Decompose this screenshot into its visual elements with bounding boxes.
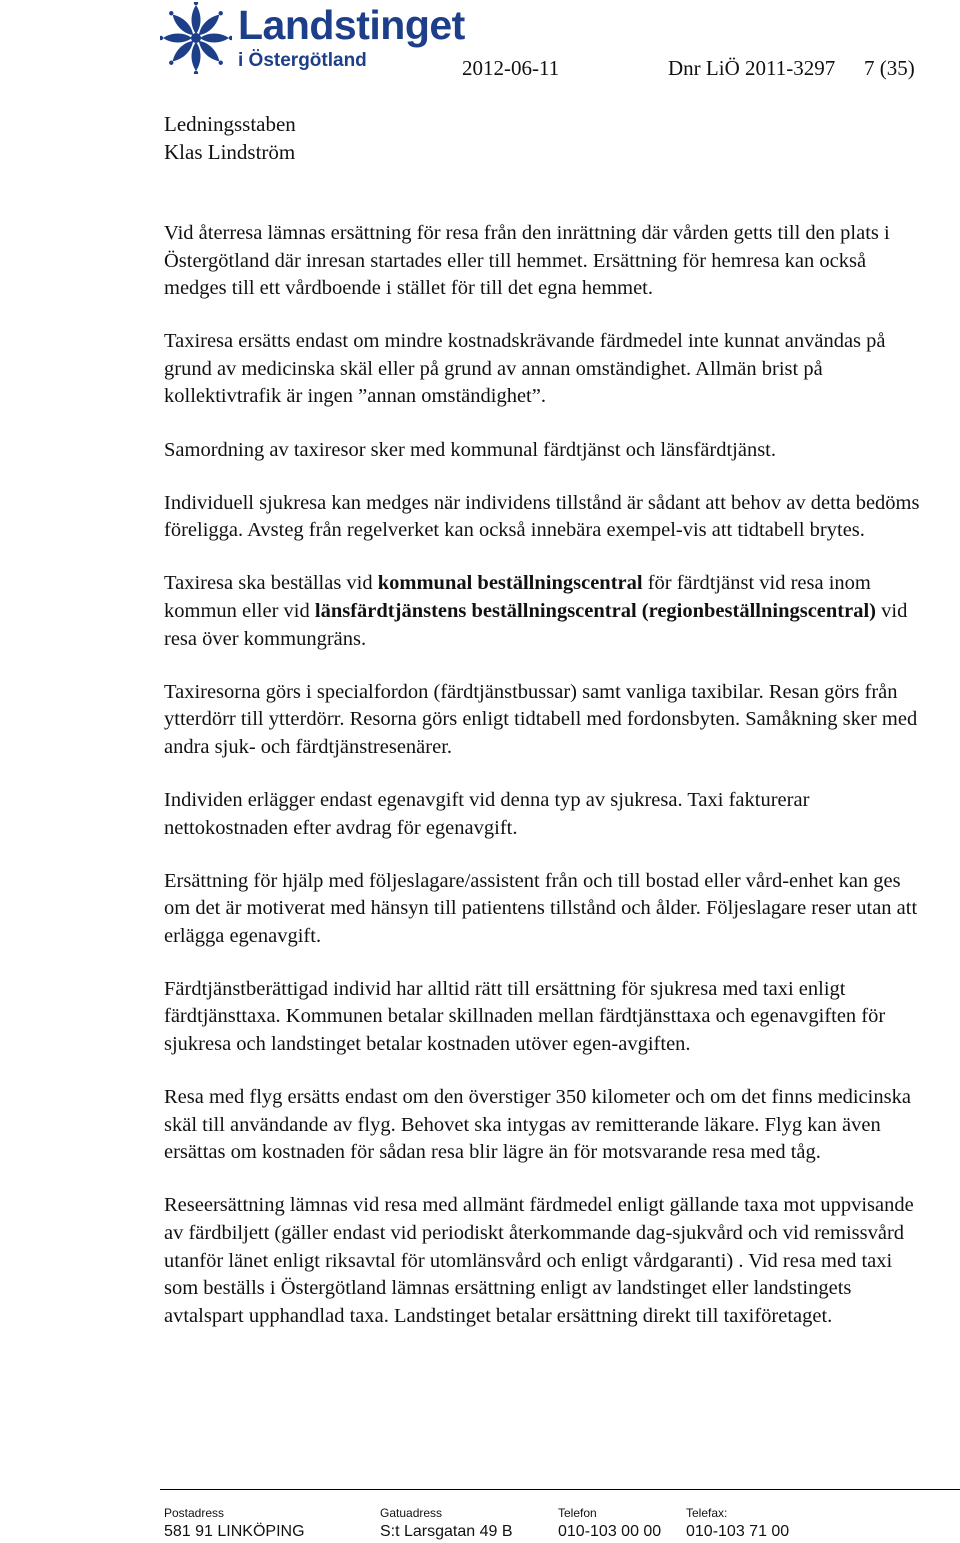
paragraph-text: vid resa över kommungräns.	[164, 599, 908, 650]
paragraph-text: Individen erlägger endast egenavgift vid denna typ av sjukresa. Taxi fakturerar nettokostnaden efter avdrag för egenavgift.	[164, 788, 810, 839]
paragraph-text: Taxiresa ersätts endast om mindre kostnadskrävande färdmedel inte kunnat användas på grund av medicinska skäl eller på grund av annan omständighet. Allmän brist på kollektivtrafik är ingen ”annan omständighet”.	[164, 330, 886, 408]
body-paragraph	[164, 328, 924, 411]
body-paragraph	[164, 1084, 924, 1167]
organization-logo	[160, 2, 465, 78]
paragraph-text: Taxiresa ska beställas vid	[164, 572, 378, 595]
footer-divider	[160, 1489, 960, 1490]
footer-telefax-value: 010-103 71 00	[686, 1523, 790, 1540]
paragraph-text: Vid återresa lämnas ersättning för resa från den inrättning där vården getts till den plats i Östergötland där inresan startades eller till hemmet. Ersättning för hemresa kan också medges till ett vårdboende i stället för till det egna hemmet.	[164, 222, 890, 300]
page-number: 7 (35)	[864, 56, 915, 80]
document-date: 2012-06-11	[462, 56, 560, 80]
paragraph-text: Individuell sjukresa kan medges när individens tillstånd är sådant att behov av detta bedöms föreligga. Avsteg från regelverket kan också innebära exempel-vis att tidtabell brytes.	[164, 491, 920, 542]
body-paragraph	[164, 976, 924, 1059]
paragraph-text: Resa med flyg ersätts endast om den överstiger 350 kilometer och om det finns medicinska skäl till användande av flyg. Behovet ska intygas av remitterande läkare. Flyg kan även ersättas om kostnaden för sådan resa blir lägre än för motsvarande resa med tåg.	[164, 1086, 911, 1164]
footer-telefon-label: Telefon	[558, 1506, 597, 1520]
footer-gatuadress-value: S:t Larsgatan 49 B	[380, 1523, 513, 1540]
sender-block	[164, 110, 296, 166]
body-paragraph	[164, 490, 924, 545]
sender-person: Klas Lindström	[164, 140, 296, 164]
paragraph-text: Samordning av taxiresor sker med kommunal färdtjänst och länsfärdtjänst.	[164, 438, 776, 461]
body-paragraph	[164, 787, 924, 842]
logo-subtitle: i Östergötland	[238, 50, 367, 71]
sender-department: Ledningsstaben	[164, 112, 296, 136]
footer-gatuadress-label: Gatuadress	[380, 1506, 443, 1520]
bold-text: kommunal beställningscentral	[377, 572, 643, 595]
footer-telefon-value: 010-103 00 00	[558, 1523, 662, 1540]
paragraph-text: Ersättning för hjälp med följeslagare/assistent från och till bostad eller vård-enhet kan ges om det är motiverat med hänsyn till patientens tillstånd och ålder. Följeslagare reser utan att erlägga egenavgift.	[164, 869, 918, 947]
document-reference: Dnr LiÖ 2011-3297	[668, 56, 836, 80]
paragraph-text: Taxiresorna görs i specialfordon (färdtjänstbussar) samt vanliga taxibilar. Resan görs från ytterdörr till ytterdörr. Resorna görs enligt tidtabell med fordonsbyten. Samåkning sker med andra sjuk- och färdtjänstresenärer.	[164, 680, 918, 758]
paragraph-text: Färdtjänstberättigad individ har alltid rätt till ersättning för sjukresa med taxi enligt färdtjänsttaxa. Kommunen betalar skillnaden mellan färdtjänsttaxa och egenavgiften för sjukresa och landstinget betalar kostnaden utöver egen-avgiften.	[164, 977, 886, 1056]
logo-name: Landstinget	[238, 2, 465, 48]
footer-postadress-value: 581 91 LINKÖPING	[164, 1523, 305, 1540]
body-paragraph	[164, 570, 924, 653]
body-paragraph	[164, 220, 924, 303]
body-paragraph	[164, 868, 924, 951]
body-paragraph	[164, 679, 924, 762]
bold-text: länsfärdtjänstens beställningscentral (regionbeställningscentral)	[314, 599, 876, 622]
body-paragraph	[164, 1192, 924, 1330]
footer-postadress-label: Postadress	[164, 1506, 225, 1520]
body-paragraph	[164, 437, 924, 465]
document-body	[164, 220, 924, 1356]
paragraph-text: för färdtjänst vid resa inom kommun eller vid	[164, 572, 871, 622]
paragraph-text: Reseersättning lämnas vid resa med allmänt färdmedel enligt gällande taxa mot uppvisande av färdbiljett (gäller endast vid periodiskt återkommande dag-sjukvård och vid remissvård utanför länet enligt riksavtal för utomlänsvård och enligt vårdgaranti) . Vid resa med taxi som beställs i Östergötland lämnas ersättning enligt av landstinget eller landstingets avtalspart upphandlad taxa. Landstinget betalar ersättning direkt till taxiföretaget.	[164, 1194, 914, 1327]
snowflake-emblem-icon	[160, 2, 232, 74]
footer-telefax-label: Telefax:	[686, 1506, 728, 1520]
